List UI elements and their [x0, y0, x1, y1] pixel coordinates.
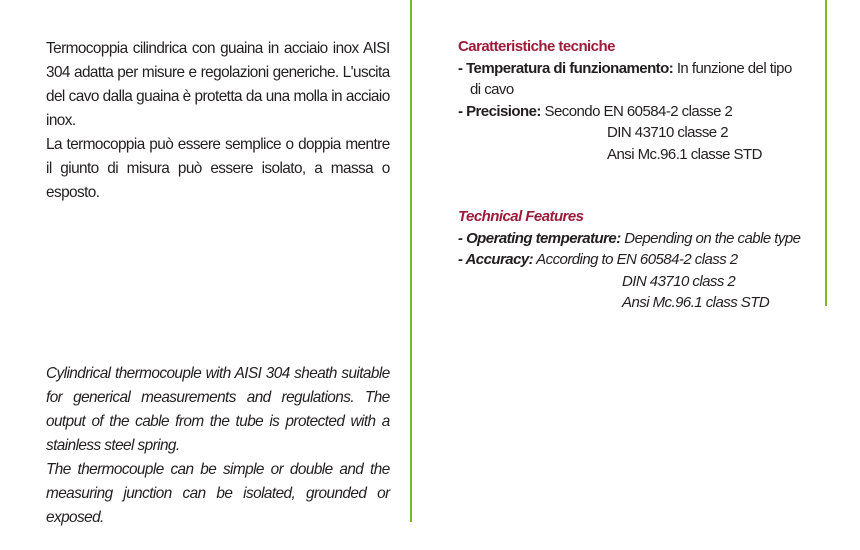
- spec-value: According to EN 60584-2 class 2: [536, 251, 738, 268]
- spec-value: DIN 43710 classe 2: [607, 124, 729, 141]
- spec-temperature: [458, 228, 824, 250]
- spec-value-continued: di cavo: [470, 81, 514, 98]
- spec-label: - Precisione:: [458, 102, 541, 120]
- specs-heading: Technical Features: [458, 208, 584, 225]
- spec-value: In funzione del tipo: [676, 59, 792, 77]
- spec-label: - Temperatura di funzionamento:: [458, 59, 674, 77]
- spec-value: Ansi Mc.96.1 class STD: [622, 294, 770, 311]
- spec-precision: [458, 101, 824, 123]
- specs-heading: Caratteristiche tecniche: [458, 38, 615, 55]
- specs-italian: [458, 36, 824, 165]
- spec-accuracy: [458, 249, 824, 271]
- spec-value: DIN 43710 class 2: [622, 272, 736, 290]
- description-english: [46, 362, 390, 530]
- column-divider-right: [825, 0, 827, 306]
- column-divider-left: [410, 0, 412, 522]
- spec-label: - Accuracy:: [458, 251, 534, 268]
- spec-label: - Operating temperature:: [458, 229, 621, 247]
- spec-value: Secondo EN 60584-2 classe 2: [544, 102, 733, 120]
- spec-value: Ansi Mc.96.1 classe STD: [607, 145, 762, 163]
- description-paragraph: Termocoppia cilindrica con guaina in acciaio inox AISI 304 adatta per misure e regolazioni generiche. L'uscita del cavo dalla guaina è protetta da una molla in acciaio inox.: [46, 40, 390, 129]
- spec-value: Depending on the cable type: [624, 229, 801, 247]
- spec-temperature: [458, 58, 824, 80]
- description-paragraph: The thermocouple can be simple or double and the measuring junction can be isolated, grounded or exposed.: [46, 461, 390, 526]
- description-italian: [46, 37, 390, 205]
- specs-english: [458, 206, 824, 314]
- description-paragraph: Cylindrical thermocouple with AISI 304 sheath suitable for generical measurements and regulations. The output of the cable from the tube is protected with a stainless steel spring.: [46, 365, 390, 454]
- description-paragraph: La termocoppia può essere semplice o doppia mentre il giunto di misura può essere isolato, a massa o esposto.: [46, 136, 390, 201]
